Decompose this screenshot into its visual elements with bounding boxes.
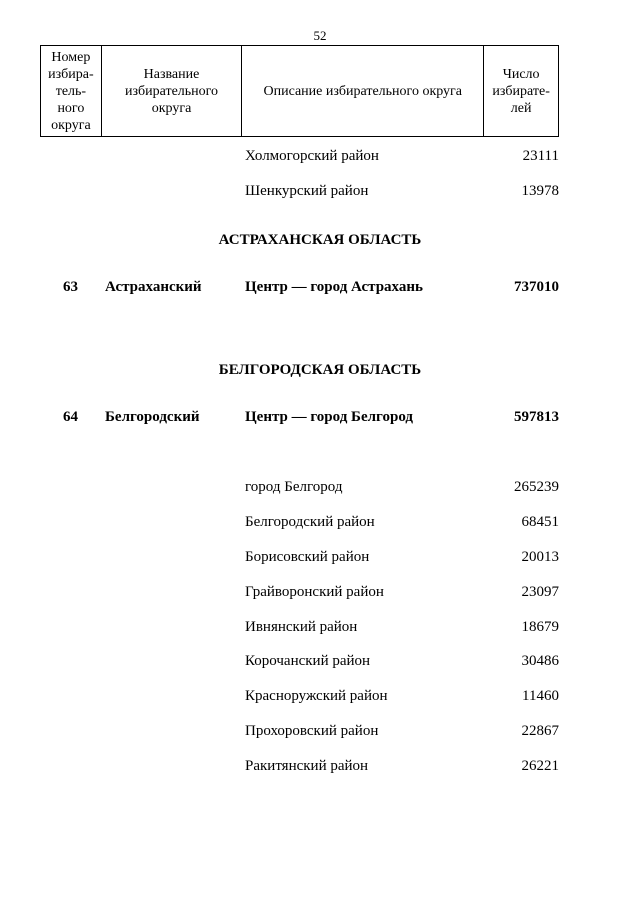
row-voters: 18679 (521, 619, 559, 635)
row-description: Красноружский район (245, 688, 388, 704)
row-description: Корочанский район (245, 653, 371, 669)
page-number: 52 (313, 28, 327, 43)
row-description: Ракитянский район (245, 758, 369, 774)
row-voters: 30486 (521, 653, 559, 669)
header-voter-count: Число избирате-лей (492, 66, 550, 116)
row-description: город Белгород (245, 479, 343, 495)
district-number: 63 (63, 279, 78, 295)
row-voters: 68451 (521, 514, 559, 530)
table-row (0, 755, 640, 777)
table-row (0, 720, 640, 742)
region-heading-belgorod: БЕЛГОРОДСКАЯ ОБЛАСТЬ (218, 362, 422, 378)
row-voters: 23111 (522, 148, 559, 164)
row-voters: 26221 (521, 758, 559, 774)
district-voters: 597813 (514, 409, 559, 425)
table-row (0, 511, 640, 533)
table-row (0, 685, 640, 707)
row-description: Холмогорский район (245, 148, 379, 164)
table-row (0, 476, 640, 498)
region-heading-astrakhan: АСТРАХАНСКАЯ ОБЛАСТЬ (218, 232, 422, 248)
district-name: Астраханский (105, 279, 202, 295)
table-row (0, 616, 640, 638)
table-row (0, 145, 640, 167)
district-number: 64 (63, 409, 78, 425)
district-voters: 737010 (514, 279, 559, 295)
row-description: Ивнянский район (245, 619, 358, 635)
district-name: Белгородский (105, 409, 200, 425)
row-description: Борисовский район (245, 549, 370, 565)
row-description: Грайворонский район (245, 584, 384, 600)
row-voters: 11460 (522, 688, 559, 704)
table-row (0, 180, 640, 202)
row-voters: 13978 (521, 183, 559, 199)
table-header (40, 45, 559, 137)
row-description: Прохоровский район (245, 723, 379, 739)
row-voters: 20013 (521, 549, 559, 565)
district-description: Центр — город Белгород (245, 409, 413, 425)
table-row (0, 581, 640, 603)
header-district-description: Описание избирательного округа (242, 46, 484, 136)
header-district-name: Название избирательного округа (102, 46, 242, 136)
row-voters: 22867 (521, 723, 559, 739)
table-row (0, 546, 640, 568)
header-district-number: Номер избира-тель-ного округа (41, 46, 102, 136)
table-row (0, 650, 640, 672)
row-voters: 23097 (521, 584, 559, 600)
district-row-belgorod (0, 406, 640, 428)
row-voters: 265239 (514, 479, 559, 495)
district-description: Центр — город Астрахань (245, 279, 423, 295)
row-description: Белгородский район (245, 514, 375, 530)
district-row-astrakhan (0, 276, 640, 298)
row-description: Шенкурский район (245, 183, 369, 199)
